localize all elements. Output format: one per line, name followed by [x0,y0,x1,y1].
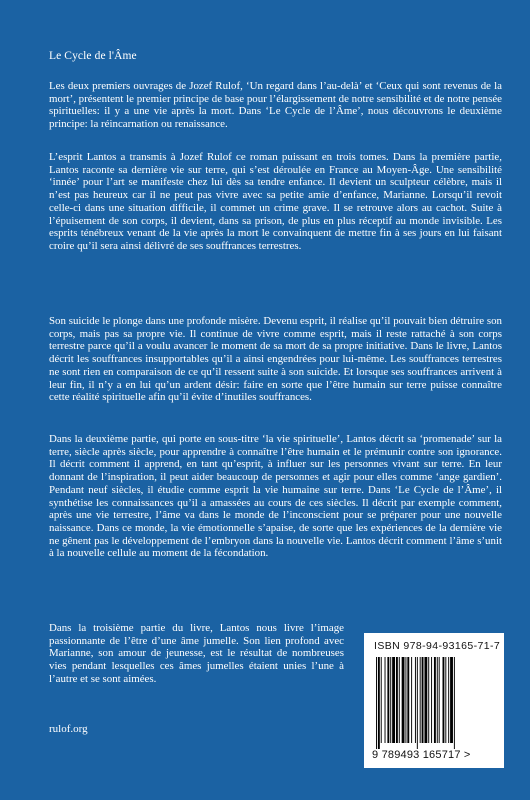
blurb-paragraph-5: Dans la troisième partie du livre, Lantos nous livre l’image passionnante de l’être d’une âme jumelle. Son lien profond avec Marianne, son amour de jeunesse, est le résultat de nombreuses vies pendant lesquelles ces âmes jumelles étaient unies l’une à l’autre et se sont aimées. [49,622,344,685]
blurb-paragraph-3: Son suicide le plonge dans une profonde misère. Devenu esprit, il réalise qu’il pouvait bien détruire son corps, mais pas sa propre vie. Il continue de vivre comme esprit, mais il reste rattaché à son corps terrestre parce qu’il a voulu avancer le moment de sa mort de sa propre initiative. Dans le livre, Lantos décrit les souffrances insupportables qu’il a ainsi engendrées pour lui-même. Les souffrances terrestres ne sont rien en comparaison de ce qu’il ressent suite à son suicide. Et lorsque ses souffrances arrivent à leur fin, il n’y a en lui qu’un ardent désir: faire en sorte que l’être humain sur terre puisse connaître cette réalité spirituelle afin qu’il évite d’inutiles souffrances. [49,315,502,404]
book-title: Le Cycle de l'Âme [49,50,137,62]
blurb-paragraph-2: L’esprit Lantos a transmis à Jozef Rulof ce roman puissant en trois tomes. Dans la première partie, Lantos raconte sa dernière vie sur terre, qui s’est déroulée en France au Moyen-Âge. Une sensibilité ‘innée’ pour l’art se manifeste chez lui dès sa tendre enfance. Il devient un sculpteur célèbre, mais il n’est pas heureux car il ne peut pas vivre avec sa petite amie d’enfance, Marianne. Lorsqu’il revoit celle-ci dans une situation difficile, il commet un crime grave. Il se retrouve alors au cachot. Suite à l’épuisement de son corps, il devient, dans sa prison, de plus en plus réceptif au monde invisible. Les esprits ténébreux venant de la vie après la mort le convainquent de mettre fin à ses jours en lui faisant croire qu’il sera ainsi délivré de ses souffrances terrestres. [49,151,502,252]
website-url: rulof.org [49,723,88,735]
blurb-paragraph-1: Les deux premiers ouvrages de Jozef Rulof, ‘Un regard dans l’au-delà’ et ‘Ceux qui sont revenus de la mort’, présentent le premier principe de base pour l’élargissement de notre sensibilité et de notre pensée spirituelles: il y a une vie après la mort. Dans ‘Le Cycle de l’Âme’, nous découvrons le deuxième principe: la réincarnation ou renaissance. [49,80,502,131]
isbn-barcode-box [364,633,504,768]
barcode-digits: 9 789493 165717 > [372,749,471,761]
barcode-image [376,657,494,749]
isbn-label: ISBN 978-94-93165-71-7 [374,640,501,652]
blurb-paragraph-4: Dans la deuxième partie, qui porte en sous-titre ‘la vie spirituelle’, Lantos décrit sa ‘promenade’ sur la terre, siècle après siècle, pour apprendre à connaître l’être humain et le prémunir contre son ignorance. Il décrit comment il apprend, en tant qu’esprit, à influer sur les personnes vivant sur terre. En leur donnant de l’inspiration, il peut aider beaucoup de personnes et agir pour elles comme ‘ange gardien’. Pendant neuf siècles, il étudie comme esprit la vie humaine sur terre. Dans ‘Le Cycle de l’Âme’, il synthétise les connaissances qu’il a amassées au cours de ces siècles. Il décrit par exemple comment, après une vie terrestre, l’âme va dans le monde de l’inconscient pour se préparer pour une nouvelle naissance. Dans ce monde, la vie émotionnelle s’apaise, de sorte que les expériences de la dernière vie ne gênent pas le développement de l’embryon dans la nouvelle vie. Lantos décrit comment l’âme s’unit à la nouvelle cellule au moment de la fécondation. [49,433,502,560]
